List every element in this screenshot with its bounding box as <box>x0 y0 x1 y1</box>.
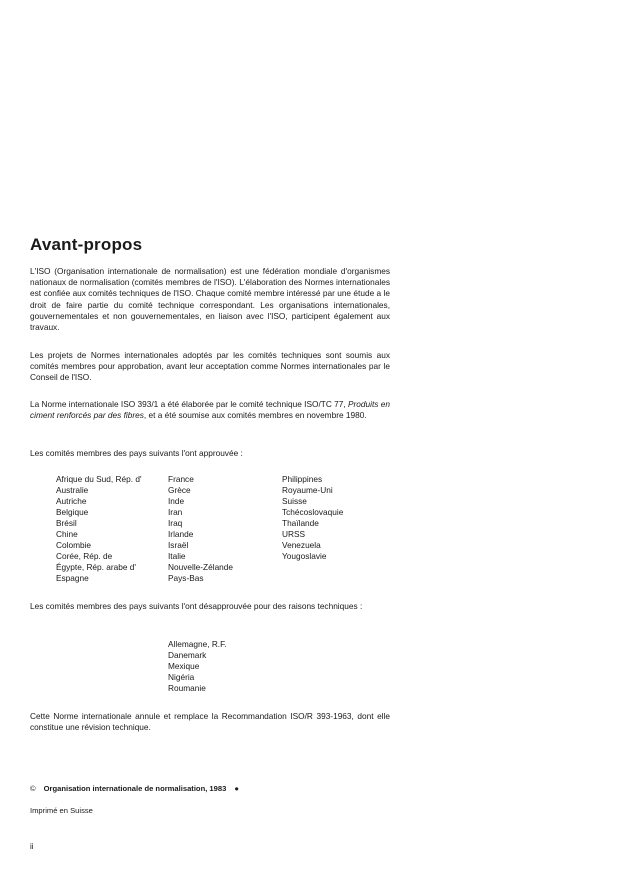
country-item: URSS <box>282 529 306 539</box>
country-item: Pays-Bas <box>168 573 204 583</box>
disapproving-countries <box>168 639 227 694</box>
country-item: Iran <box>168 507 183 517</box>
cancellation-note: Cette Norme internationale annule et remplace la Recommandation ISO/R 393-1963, dont elle constitue une révision technique. <box>30 711 390 733</box>
country-item: Autriche <box>56 496 87 506</box>
committee-title: Produits en ciment renforcés par des fibres <box>30 399 390 421</box>
disapproval-intro: Les comités membres des pays suivants l'ont désapprouvée pour des raisons techniques : <box>30 601 363 611</box>
country-item: Grèce <box>168 485 191 495</box>
country-item: Royaume-Uni <box>282 485 333 495</box>
origin-lead: La Norme internationale ISO 393/1 a été élaborée par le comité technique ISO/TC 77, <box>30 399 346 409</box>
country-item: Danemark <box>168 650 207 660</box>
origin-tail: , et a été soumise aux comités membres en novembre 1980. <box>143 410 367 421</box>
country-item: Yougoslavie <box>282 551 327 561</box>
approval-intro: Les comités membres des pays suivants l'ont approuvée : <box>30 448 243 458</box>
country-item: Allemagne, R.F. <box>168 639 227 649</box>
country-item: Suisse <box>282 496 307 506</box>
printed-in: Imprimé en Suisse <box>30 806 93 815</box>
bullet-icon: ● <box>234 784 239 793</box>
country-item: Nouvelle-Zélande <box>168 562 234 572</box>
country-item: Colombie <box>56 540 92 550</box>
origin-paragraph <box>30 399 390 421</box>
country-item: Tchécoslovaquie <box>282 507 344 517</box>
country-item: Thaïlande <box>282 518 319 528</box>
country-item: Nigéria <box>168 672 195 682</box>
country-item: Roumanie <box>168 683 206 693</box>
country-item: Égypte, Rép. arabe d' <box>56 562 136 572</box>
approving-countries-column-2 <box>168 474 233 584</box>
country-item: Corée, Rép. de <box>56 551 113 561</box>
country-item: France <box>168 474 194 484</box>
country-item: Mexique <box>168 661 200 671</box>
country-item: Australie <box>56 485 89 495</box>
country-item: Irlande <box>168 529 194 539</box>
approving-countries-column-3 <box>282 474 343 562</box>
country-item: Venezuela <box>282 540 321 550</box>
country-item: Israël <box>168 540 189 550</box>
country-item: Italie <box>168 551 186 561</box>
copyright-text: Organisation internationale de normalisation, 1983 <box>43 784 227 793</box>
country-item: Afrique du Sud, Rép. d' <box>56 474 142 484</box>
intro-paragraph: L'ISO (Organisation internationale de normalisation) est une fédération mondiale d'organismes nationaux de normalisation (comités membres de l'ISO). L'élaboration des Normes internationales est confiée aux comités techniques de l'ISO. Chaque comité membre intéressé par une étude a le droit de faire partie du comité technique correspondant. Les organisations internationales, gouvernementales et non gouvernementales, en liaison avec l'ISO, participent également aux travaux. <box>30 266 390 333</box>
country-item: Iraq <box>168 518 183 528</box>
country-item: Chine <box>56 529 78 539</box>
country-item: Espagne <box>56 573 89 583</box>
country-item: Inde <box>168 496 185 506</box>
approving-countries-column-1 <box>56 474 142 584</box>
country-item: Brésil <box>56 518 77 528</box>
page-number: ii <box>30 842 34 851</box>
country-item: Belgique <box>56 507 89 517</box>
copyright-line <box>30 784 239 793</box>
adoption-paragraph: Les projets de Normes internationales adoptés par les comités techniques sont soumis aux comités membres pour approbation, avant leur acceptation comme Normes internationales par le Conseil de l'ISO. <box>30 350 390 383</box>
page-title: Avant-propos <box>30 235 143 254</box>
country-item: Philippines <box>282 474 323 484</box>
copyright-icon: © <box>30 784 36 793</box>
